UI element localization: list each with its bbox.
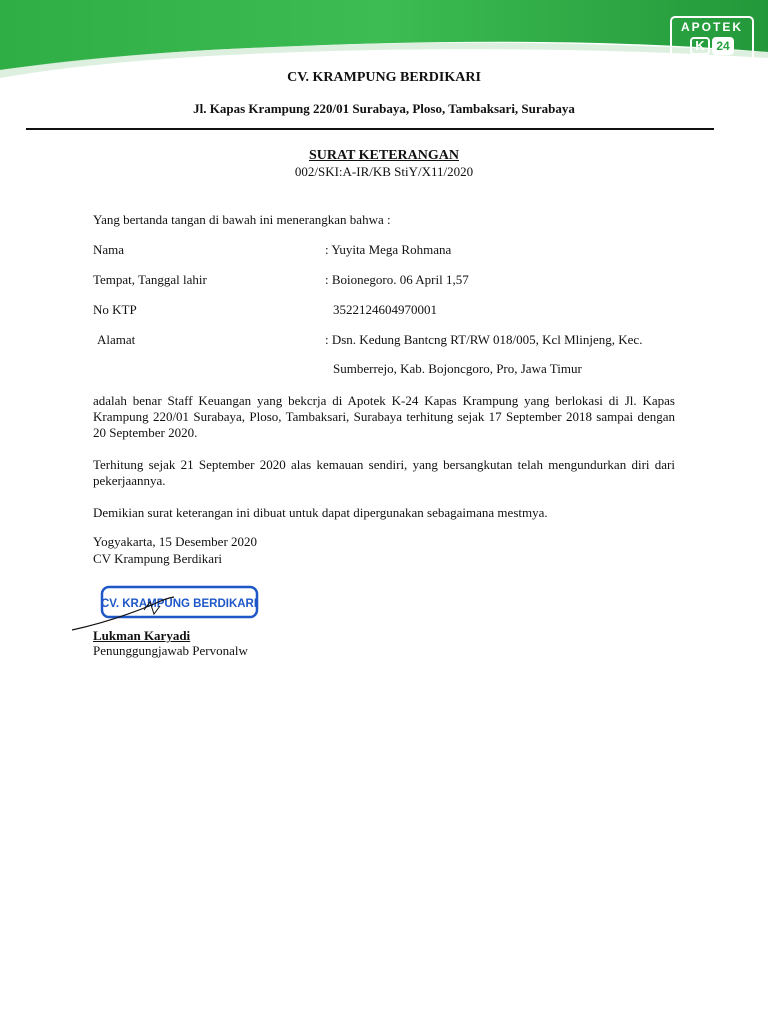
signer-name: Lukman Karyadi (93, 628, 191, 643)
logo-k-number: 24 (712, 37, 734, 55)
field-ktp-value: 3522124604970001 (333, 302, 437, 317)
body-paragraph-1: adalah benar Staff Keuangan yang bekcrja di Apotek K-24 Kapas Krampung yang berlokasi di Jl. Kapas Krampung 220/01 Surabaya, Ploso, Tambaksari, Surabaya terhitung sejak 17 September 2018 sampai dengan 20 September 2020. (93, 393, 675, 440)
company-address: Jl. Kapas Krampung 220/01 Surabaya, Ploso, Tambaksari, Surabaya (193, 101, 575, 116)
field-alamat-value-line1: : Dsn. Kedung Bantcng RT/RW 018/005, Kcl Mlinjeng, Kec. (325, 332, 643, 347)
body-paragraph-2: Terhitung sejak 21 September 2020 alas kemauan sendiri, yang bersangkutan telah mengundurkan diri dari pekerjaannya. (93, 457, 675, 488)
field-nama-value: : Yuyita Mega Rohmana (325, 242, 452, 257)
logo-brand-text: APOTEK (680, 20, 743, 34)
company-signature-label: CV Krampung Berdikari (93, 551, 223, 566)
logo-tagline: LEBIH DEKAT SELALU (681, 58, 743, 64)
field-alamat-value-line2: Sumberrejo, Kab. Bojoncgoro, Pro, Jawa Timur (333, 361, 582, 376)
company-name: CV. KRAMPUNG BERDIKARI (287, 70, 481, 85)
place-date: Yogyakarta, 15 Desember 2020 (93, 534, 258, 549)
document-title: SURAT KETERANGAN (308, 148, 459, 163)
logo-k-letter: K (690, 37, 710, 55)
apotek-k24-logo (670, 16, 754, 72)
header-green-band (0, 0, 768, 110)
field-ttl-value: : Boionegoro. 06 April 1,57 (325, 272, 469, 287)
document-number: 002/SKI:A-IR/KB StiY/X11/2020 (294, 164, 474, 179)
letterhead-divider (26, 128, 714, 130)
field-nama-label: Nama (93, 242, 125, 257)
field-alamat-label: Alamat (97, 332, 136, 347)
stamp-text: CV. KRAMPUNG BERDIKARI (100, 598, 258, 610)
body-paragraph-3: Demikian surat keterangan ini dibuat untuk dapat dipergunakan sebagaimana mestmya. (93, 505, 548, 520)
company-stamp (70, 580, 270, 632)
intro-text: Yang bertanda tangan di bawah ini menerangkan bahwa : (93, 212, 391, 227)
field-ttl-label: Tempat, Tanggal lahir (93, 272, 207, 287)
field-ktp-label: No KTP (93, 302, 137, 317)
signer-title: Penunggungjawab Pervonalw (93, 643, 248, 658)
